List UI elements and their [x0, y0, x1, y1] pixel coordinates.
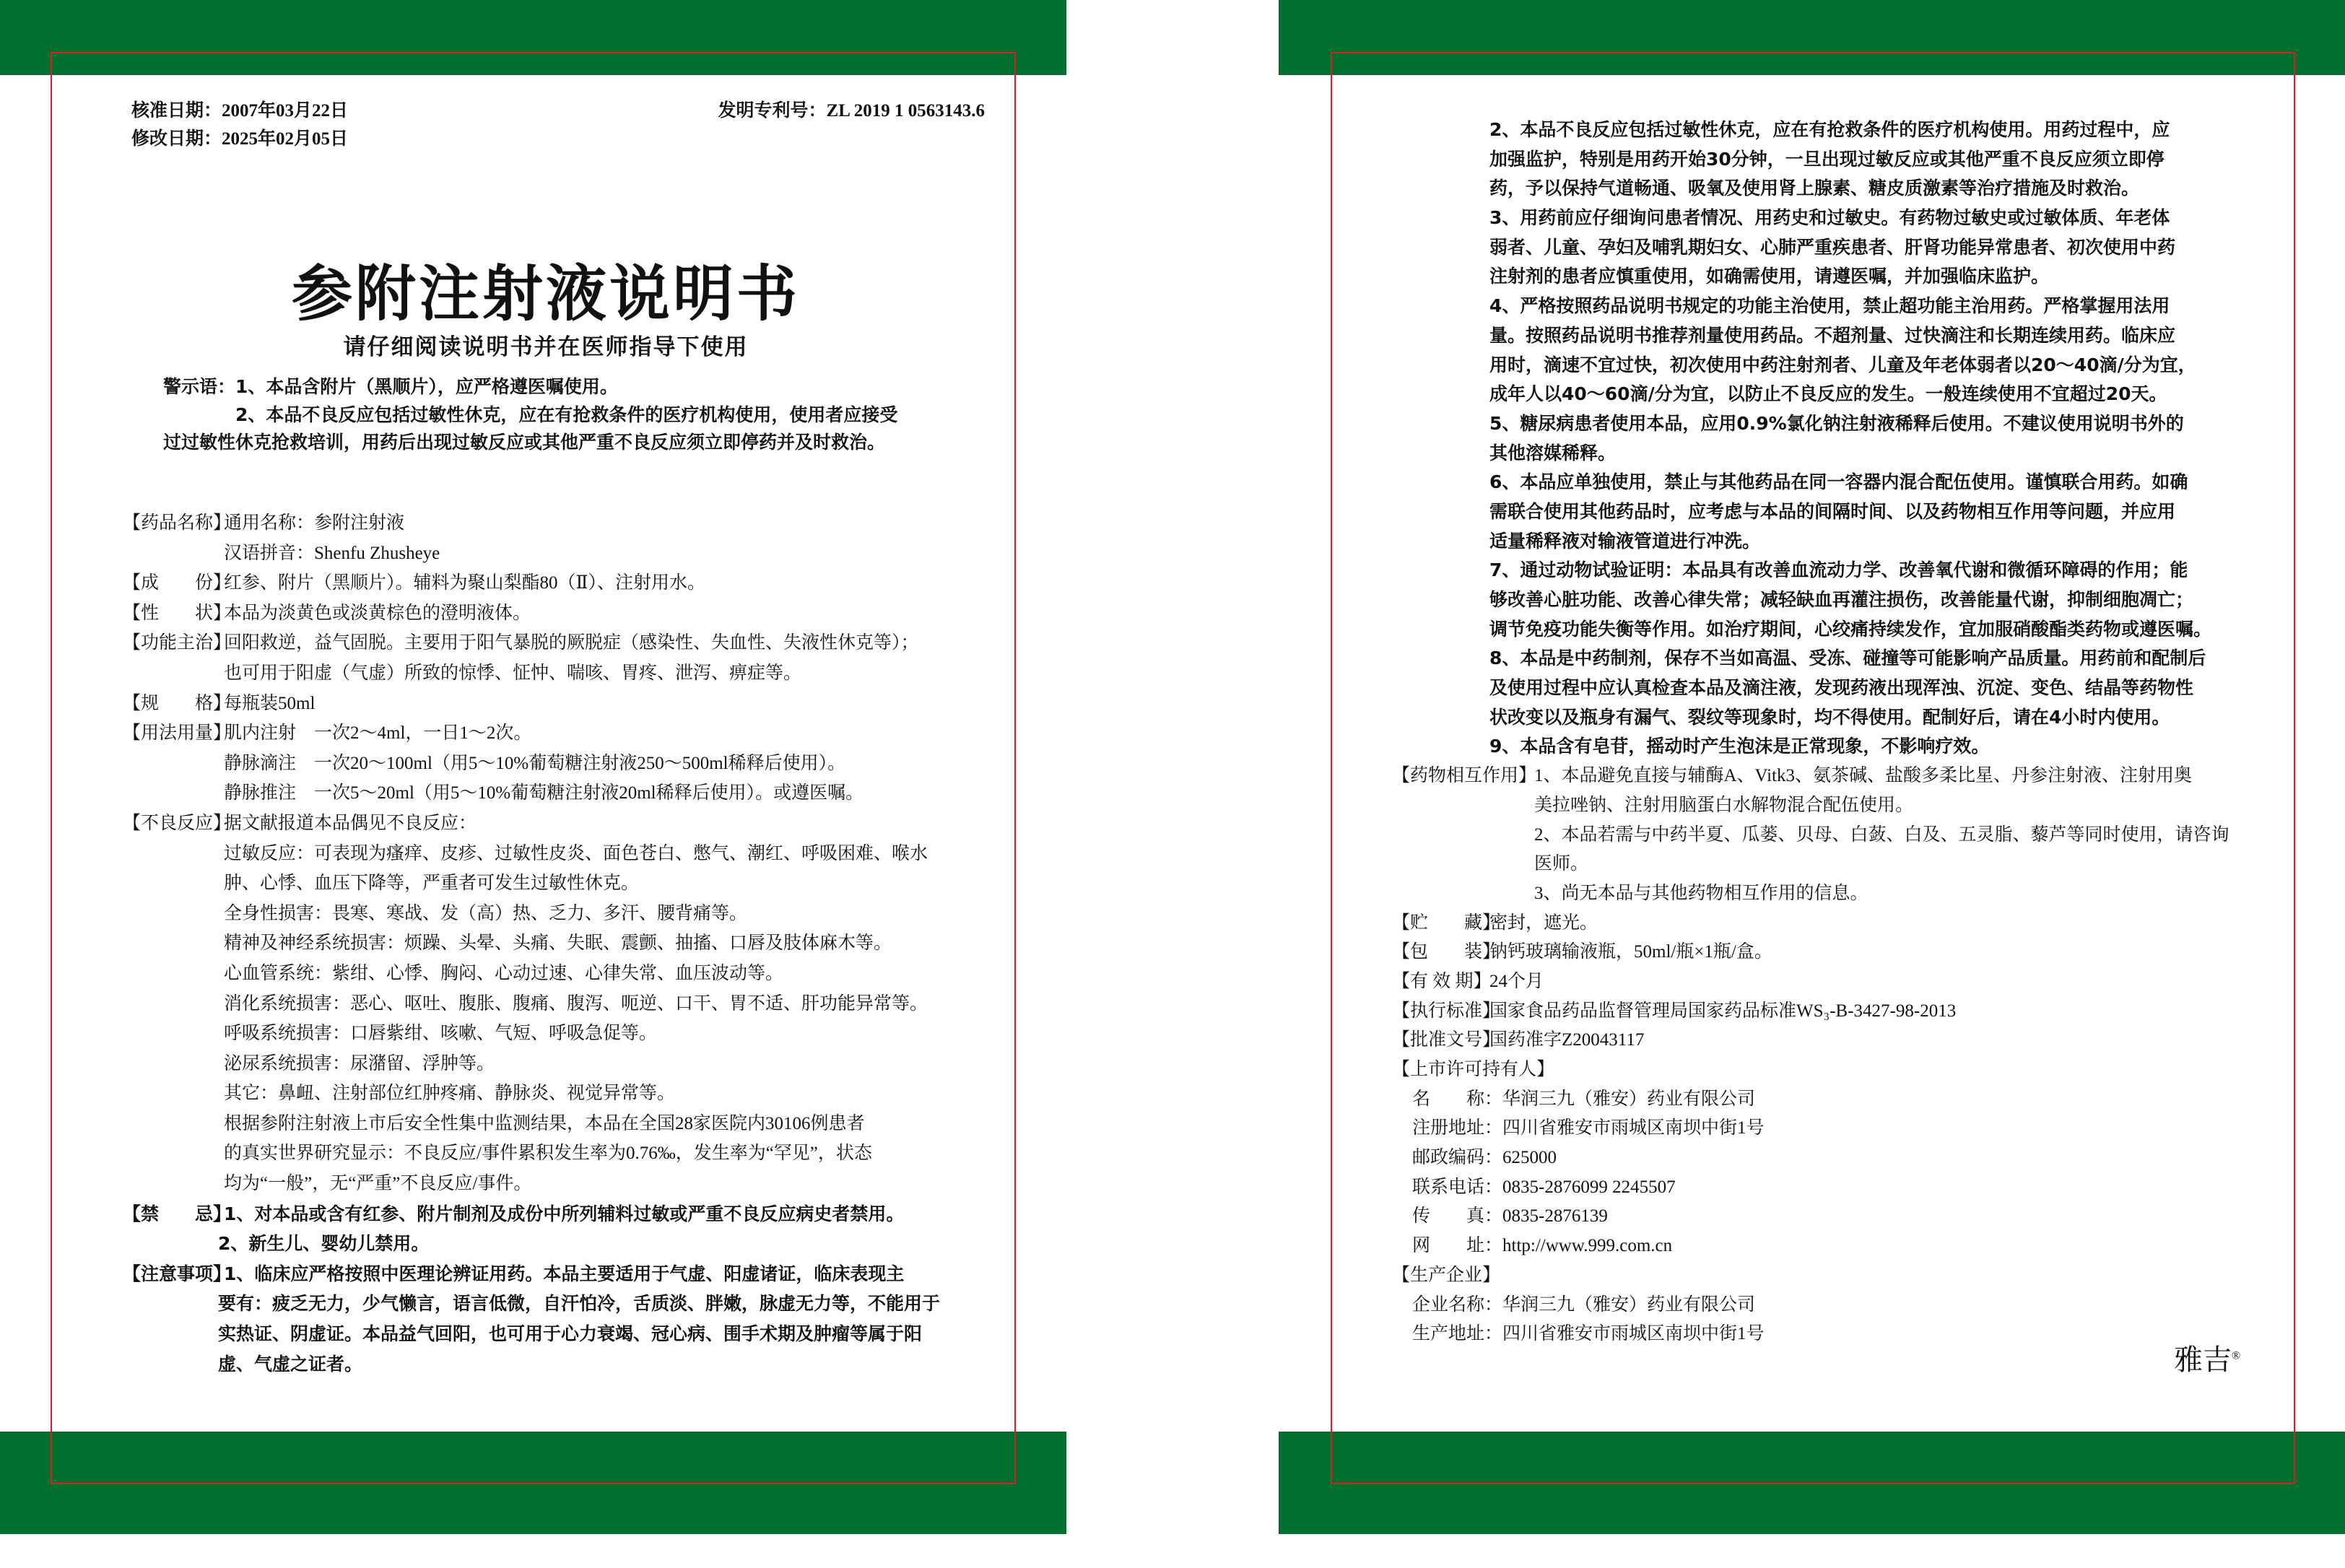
precaution-text: 加强监护，特别是用药开始30分钟，一旦出现过敏反应或其他严重不良反应须立即停	[1489, 148, 2165, 170]
section-text: 实热证、阴虚证。本品益气回阳，也可用于心力衰竭、冠心病、围手术期及肿瘤等属于阳	[218, 1323, 923, 1345]
text-line	[1279, 233, 2318, 263]
text-line	[1279, 703, 2318, 733]
text-line	[1279, 732, 2318, 762]
text-line	[0, 1019, 1040, 1049]
section-label: 【规 格】	[123, 693, 232, 713]
precaution-text: 7、通过动物试验证明：本品具有改善血流动力学、改善氧代谢和微循环障碍的作用；能	[1489, 559, 2188, 581]
section-text: 国家食品药品监督管理局国家药品标准WS₃-B-3427-98-2013	[1489, 1001, 1957, 1021]
precaution-text: 用时，滴速不宜过快，初次使用中药注射剂者、儿童及年老体弱者以20～40滴/分为宜，	[1489, 354, 2196, 375]
section-text: 美拉唑钠、注射用脑蛋白水解物混合配伍使用。	[1534, 795, 1914, 815]
text-line	[0, 989, 1040, 1019]
section-text: 注册地址：四川省雅安市雨城区南坝中街1号	[1412, 1118, 1765, 1138]
precaution-text: 及使用过程中应认真检查本品及滴注液，发现药液出现浑浊、沉淀、变色、结晶等药物性	[1489, 677, 2194, 699]
text-line	[1279, 938, 2318, 967]
text-line	[0, 1169, 1040, 1199]
text-line	[0, 959, 1040, 989]
section-label: 【功能主治】	[123, 633, 232, 653]
text-line	[1279, 1202, 2318, 1232]
precaution-text: 需联合使用其他药品时，应考虑与本品的间隔时间、以及药物相互作用等问题，并应用	[1489, 500, 2176, 522]
text-line	[1279, 879, 2318, 909]
section-label: 【执行标准】	[1392, 1001, 1501, 1021]
text-line	[1279, 1144, 2318, 1173]
precaution-text: 2、本品不良反应包括过敏性休克，应在有抢救条件的医疗机构使用。用药过程中，应	[1489, 119, 2170, 140]
text-line	[0, 1049, 1040, 1079]
warning-line: 2、本品不良反应包括过敏性休克，应在有抢救条件的医疗机构使用，使用者应接受	[235, 404, 898, 425]
left-sections	[0, 508, 1040, 1379]
section-text: 通用名称：参附注射液	[224, 513, 405, 533]
section-text: 也可用于阳虚（气虚）所致的惊悸、怔忡、喘咳、胃疼、泄泻、痹症等。	[224, 663, 802, 683]
section-text: 企业名称：华润三九（雅安）药业有限公司	[1412, 1294, 1756, 1315]
text-line	[1279, 145, 2318, 175]
text-line	[0, 508, 1040, 539]
text-line	[0, 749, 1040, 779]
warning-line: 过过敏性休克抢救培训，用药后出现过敏反应或其他严重不良反应须立即停药并及时救治。	[163, 432, 886, 453]
document-subtitle: 请仔细阅读说明书并在医师指导下使用	[343, 334, 749, 360]
precaution-text: 5、糖尿病患者使用本品，应用0.9%氯化钠注射液稀释后使用。不建议使用说明书外的	[1489, 412, 2184, 434]
precaution-text: 其他溶媒稀释。	[1489, 442, 1617, 463]
section-label: 【药品名称】	[123, 513, 232, 533]
section-text: 静脉滴注 一次20～100ml（用5～10%葡萄糖注射液250～500ml稀释后使用）。	[224, 753, 846, 773]
text-line	[1279, 850, 2318, 879]
text-line	[1279, 1320, 2318, 1349]
section-text: 精神及神经系统损害：烦躁、头晕、头痛、失眠、震颤、抽搐、口唇及肢体麻木等。	[224, 933, 892, 954]
revision-date: 修改日期：2025年02月05日	[131, 129, 349, 149]
precaution-text: 9、本品含有皂苷，摇动时产生泡沫是正常现象，不影响疗效。	[1489, 736, 1990, 757]
text-line	[1279, 174, 2318, 204]
section-label: 【贮 藏】	[1392, 913, 1501, 933]
text-line	[1279, 1055, 2318, 1085]
text-line	[1279, 1026, 2318, 1055]
text-line	[1279, 1173, 2318, 1203]
text-line	[1279, 585, 2318, 615]
section-label: 【不良反应】	[123, 813, 232, 833]
text-line	[0, 658, 1040, 689]
document-title: 参附注射液说明书	[291, 261, 800, 328]
section-text: 3、尚无本品与其他药物相互作用的信息。	[1534, 883, 1868, 903]
text-line	[1279, 909, 2318, 938]
section-text: 1、对本品或含有红参、附片制剂及成份中所列辅料过敏或严重不良反应病史者禁用。	[224, 1203, 905, 1224]
section-text: 邮政编码：625000	[1412, 1148, 1557, 1168]
text-line	[0, 1109, 1040, 1139]
section-text: 2、新生儿、婴幼儿禁用。	[218, 1233, 430, 1255]
text-line	[1279, 204, 2318, 233]
section-text: 红参、附片（黑顺片）。辅料为聚山梨酯80（Ⅱ）、注射用水。	[224, 573, 705, 593]
section-text: 据文献报道本品偶见不良反应：	[224, 813, 477, 833]
section-text: 1、临床应严格按照中医理论辨证用药。本品主要适用于气虚、阳虚诸证，临床表现主	[224, 1263, 905, 1284]
precaution-text: 够改善心脏功能、改善心律失常；减轻缺血再灌注损伤，改善能量代谢，抑制细胞凋亡；	[1489, 589, 2194, 610]
text-line	[0, 928, 1040, 959]
section-text: 过敏反应：可表现为瘙痒、皮疹、过敏性皮炎、面色苍白、憋气、潮红、呼吸困难、喉水	[224, 843, 928, 863]
precaution-text: 8、本品是中药制剂，保存不当如高温、受冻、碰撞等可能影响产品质量。用药前和配制后	[1489, 648, 2206, 669]
section-text: 均为“一般”，无“严重”不良反应/事件。	[224, 1174, 532, 1194]
section-text: 1、本品避免直接与辅酶A、Vitk3、氨茶碱、盐酸多柔比星、丹参注射液、注射用奥	[1534, 766, 2193, 786]
section-text: 名 称：华润三九（雅安）药业有限公司	[1412, 1089, 1756, 1109]
section-text: 传 真：0835-2876139	[1412, 1206, 1608, 1227]
text-line	[1279, 762, 2318, 791]
section-text: 密封，遮光。	[1489, 913, 1598, 933]
section-text: 国药准字Z20043117	[1489, 1030, 1645, 1050]
text-line	[0, 839, 1040, 869]
text-line	[1279, 791, 2318, 821]
text-line	[1279, 409, 2318, 439]
text-line	[0, 598, 1040, 629]
section-text: 每瓶装50ml	[224, 693, 316, 713]
precaution-text: 状改变以及瓶身有漏气、裂纹等现象时，均不得使用。配制好后，请在4小时内使用。	[1489, 706, 2170, 728]
section-label: 【批准文号】	[1392, 1030, 1501, 1050]
text-line	[1279, 468, 2318, 497]
logo-text: 雅吉	[2174, 1343, 2232, 1376]
precaution-text: 药，予以保持气道畅通、吸氧及使用肾上腺素、糖皮质激素等治疗措施及时救治。	[1489, 178, 2140, 199]
section-text: 生产地址：四川省雅安市雨城区南坝中街1号	[1412, 1324, 1765, 1344]
section-text: 呼吸系统损害：口唇紫绀、咳嗽、气短、呼吸急促等。	[224, 1024, 658, 1044]
text-line	[0, 1199, 1040, 1229]
section-text: 2、本品若需与中药半夏、瓜蒌、贝母、白蔹、白及、五灵脂、藜芦等同时使用，请咨询	[1534, 824, 2229, 845]
section-label: 【禁 忌】	[123, 1203, 232, 1224]
section-text: 本品为淡黄色或淡黄棕色的澄明液体。	[224, 603, 531, 623]
section-text: 医师。	[1534, 854, 1589, 874]
registered-mark: ®	[2232, 1349, 2241, 1362]
text-line	[0, 1349, 1040, 1380]
text-line	[1279, 351, 2318, 380]
text-line	[1279, 674, 2318, 703]
section-text: 肌内注射 一次2～4ml，一日1～2次。	[224, 723, 532, 744]
section-label: 【性 状】	[123, 603, 232, 623]
precaution-text: 4、严格按照药品说明书规定的功能主治使用，禁止超功能主治用药。严格掌握用法用	[1489, 295, 2170, 317]
text-line	[0, 868, 1040, 899]
section-text: 全身性损害：畏寒、寒战、发（高）热、乏力、多汗、腰背痛等。	[224, 903, 748, 923]
text-line	[1279, 821, 2318, 850]
section-text: 其它：鼻衄、注射部位红肿疼痛、静脉炎、视觉异常等。	[224, 1084, 676, 1104]
text-line	[1279, 1232, 2318, 1261]
section-text: 网 址：http://www.999.com.cn	[1412, 1236, 1673, 1256]
text-line	[0, 809, 1040, 839]
text-line	[1279, 262, 2318, 292]
text-line	[0, 1138, 1040, 1169]
warning-line: 警示语：1、本品含附片（黑顺片），应严格遵医嘱使用。	[163, 376, 618, 397]
section-text: 回阳救逆，益气固脱。主要用于阳气暴脱的厥脱症（感染性、失血性、失液性休克等）；	[224, 633, 919, 653]
text-line	[0, 1079, 1040, 1109]
text-line	[0, 1259, 1040, 1289]
text-line	[0, 1319, 1040, 1349]
text-line	[1279, 1291, 2318, 1320]
section-text: 虚、气虚之证者。	[218, 1353, 363, 1375]
precaution-text: 6、本品应单独使用，禁止与其他药品在同一容器内混合配伍使用。谨慎联合用药。如确	[1489, 471, 2188, 493]
section-text: 24个月	[1489, 971, 1544, 991]
section-text: 心血管系统：紫绀、心悸、胸闷、心动过速、心律失常、血压波动等。	[224, 963, 784, 983]
text-line	[1279, 527, 2318, 557]
leaflet-page-left	[0, 0, 1066, 1568]
section-text: 根据参附注射液上市后安全性集中监测结果，本品在全国28家医院内30106例患者	[224, 1113, 865, 1133]
text-line	[0, 628, 1040, 658]
text-line	[1279, 644, 2318, 674]
precaution-text: 弱者、儿童、孕妇及哺乳期妇女、心肺严重疾患者、肝肾功能异常患者、初次使用中药	[1489, 236, 2176, 258]
section-label: 【注意事项】	[123, 1263, 232, 1284]
approval-date: 核准日期：2007年03月22日	[131, 101, 349, 121]
text-line	[0, 539, 1040, 569]
text-line	[0, 689, 1040, 719]
text-line	[1279, 292, 2318, 321]
section-label: 【用法用量】	[123, 723, 232, 744]
precaution-text: 3、用药前应仔细询问患者情况、用药史和过敏史。有药物过敏史或过敏体质、年老体	[1489, 207, 2170, 229]
text-line	[0, 1289, 1040, 1319]
text-line	[1279, 615, 2318, 645]
text-line	[1279, 497, 2318, 527]
text-line	[1279, 380, 2318, 409]
text-line	[0, 718, 1040, 749]
text-line	[0, 778, 1040, 809]
precaution-text: 注射剂的患者应慎重使用，如确需使用，请遵医嘱，并加强临床监护。	[1489, 266, 2050, 287]
text-line	[1279, 1085, 2318, 1115]
section-text: 汉语拼音：Shenfu Zhusheye	[224, 543, 440, 563]
text-line	[0, 568, 1040, 598]
section-text: 消化系统损害：恶心、呕吐、腹胀、腹痛、腹泻、呃逆、口干、胃不适、肝功能异常等。	[224, 993, 928, 1014]
precaution-text: 成年人以40～60滴/分为宜，以防止不良反应的发生。一般连续使用不宜超过20天。	[1489, 383, 2167, 405]
section-text: 联系电话：0835-2876099 2245507	[1412, 1177, 1676, 1197]
text-line	[1279, 439, 2318, 469]
precaution-text: 量。按照药品说明书推荐剂量使用药品。不超剂量、过快滴注和长期连续用药。临床应	[1489, 324, 2176, 346]
text-line	[1279, 321, 2318, 351]
text-line	[1279, 1261, 2318, 1291]
warning-block	[0, 373, 1011, 457]
section-label: 【有 效 期】	[1392, 971, 1492, 991]
text-line	[1279, 1114, 2318, 1144]
text-line	[0, 899, 1040, 929]
section-text: 静脉推注 一次5～20ml（用5～10%葡萄糖注射液20ml稀释后使用）。或遵医嘱。	[224, 783, 864, 803]
text-line	[1279, 556, 2318, 585]
text-line	[1279, 997, 2318, 1027]
section-label: 【药物相互作用】	[1392, 766, 1537, 786]
section-text: 钠钙玻璃输液瓶，50ml/瓶×1瓶/盒。	[1489, 942, 1772, 962]
section-label: 【上市许可持有人】	[1392, 1060, 1555, 1079]
section-text: 泌尿系统损害：尿潴留、浮肿等。	[224, 1053, 495, 1073]
right-sections	[1279, 116, 2318, 1349]
text-line	[1279, 116, 2318, 145]
section-text: 的真实世界研究显示：不良反应/事件累积发生率为0.76‰，发生率为“罕见”，状态	[224, 1144, 872, 1164]
section-text: 肿、心悸、血压下降等，严重者可发生过敏性休克。	[224, 874, 640, 894]
section-text: 要有：疲乏无力，少气懒言，语言低微，自汗怕冷，舌质淡、胖嫩，脉虚无力等，不能用于	[218, 1293, 941, 1315]
section-label: 【包 装】	[1392, 942, 1501, 962]
precaution-text: 调节免疫功能失衡等作用。如治疗期间，心绞痛持续发作，宜加服硝酸酯类药物或遵医嘱。	[1489, 618, 2212, 640]
leaflet-page-right	[1279, 0, 2345, 1568]
text-line	[1279, 967, 2318, 997]
section-label: 【生产企业】	[1392, 1265, 1501, 1285]
patent-number: 发明专利号：ZL 2019 1 0563143.6	[718, 101, 985, 121]
text-line	[0, 1229, 1040, 1259]
brand-logo	[2174, 1337, 2240, 1378]
precaution-text: 适量稀释液对输液管道进行冲洗。	[1489, 530, 1761, 552]
section-label: 【成 份】	[123, 573, 232, 593]
